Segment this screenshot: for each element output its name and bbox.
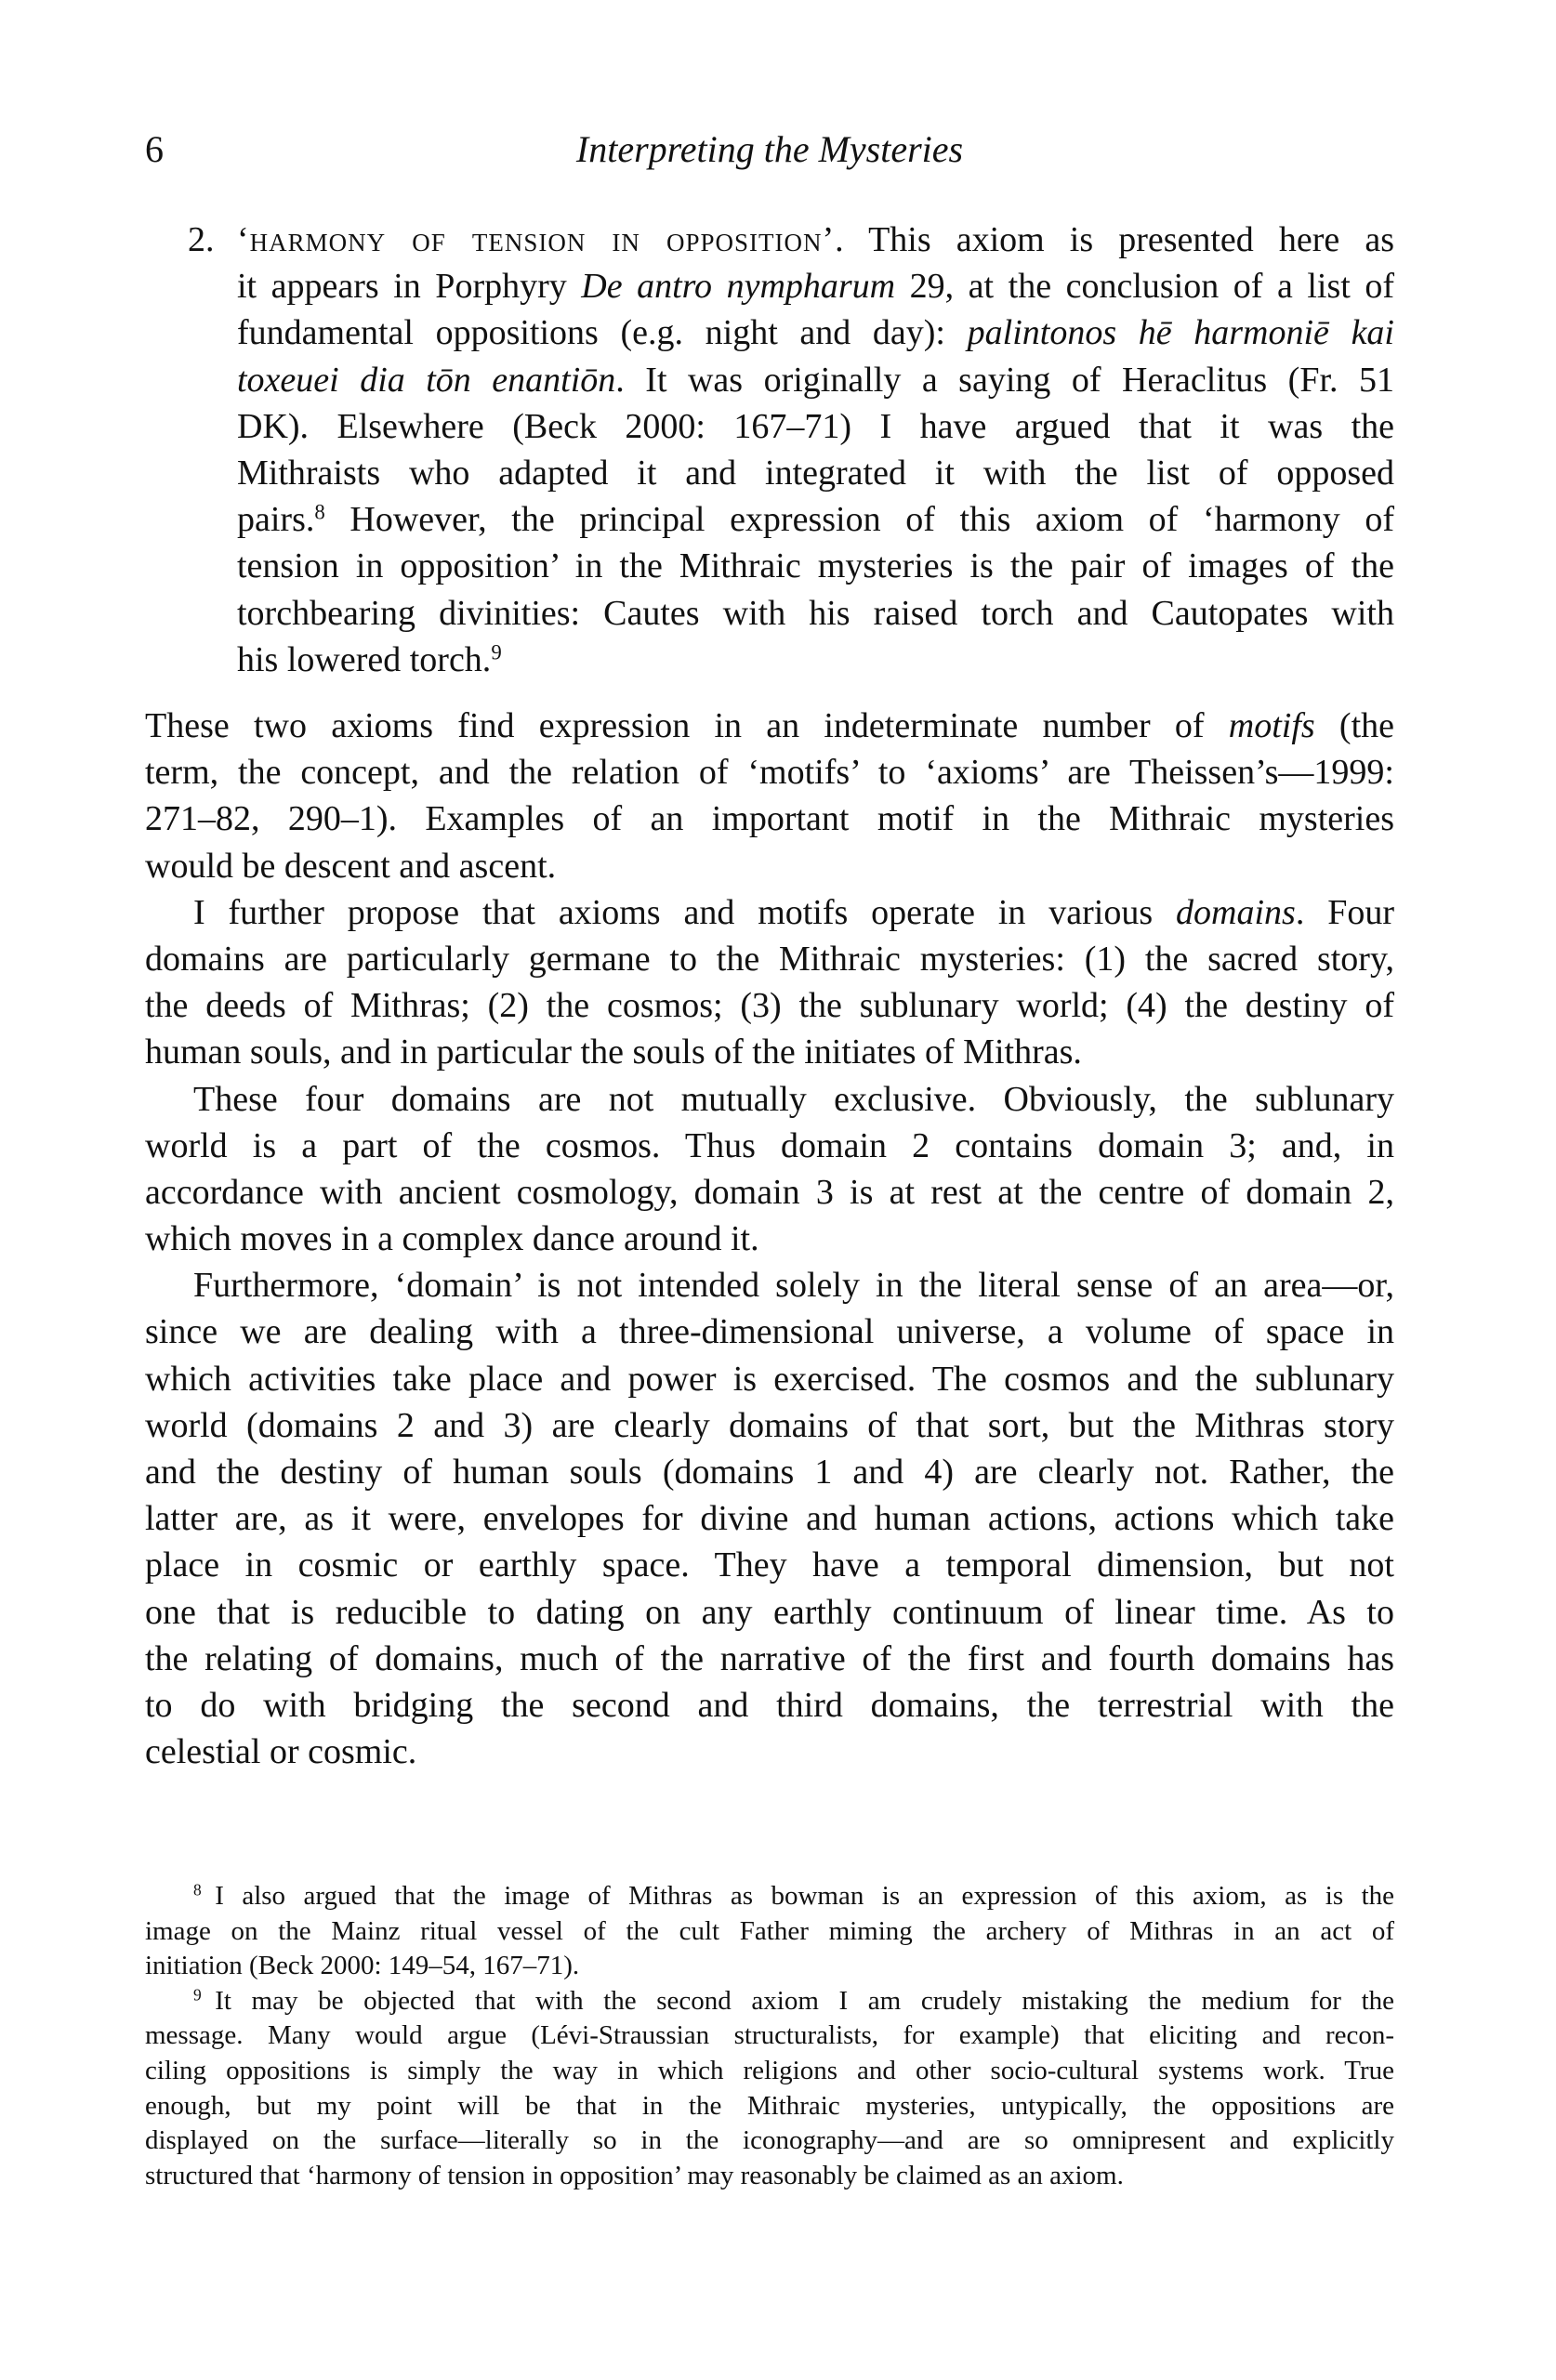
text-run: pairs. <box>237 500 315 540</box>
item-number: 2. <box>188 220 215 259</box>
footnote-number: 9 <box>193 1985 202 2005</box>
text-run: ciling oppositions is simply the way in which religions and other socio-cultural systems work. True <box>145 2055 1394 2085</box>
text-line <box>237 590 1394 637</box>
item-body <box>237 217 1394 683</box>
text-run: human souls, and in particular the souls of the initiates of Mithras. <box>145 1032 1082 1072</box>
page-number: 6 <box>145 128 164 170</box>
text-run: celestial or cosmic. <box>145 1732 417 1772</box>
text-run: 29, at the conclusion of a list of <box>895 267 1394 307</box>
text-line <box>145 1914 1394 1950</box>
text-run: message. Many would argue (Lévi-Straussian structuralists, for example) that eliciting and recon- <box>145 2020 1394 2051</box>
paragraph <box>145 703 1394 889</box>
text-line <box>145 936 1394 982</box>
text-run: DK). Elsewhere (Beck 2000: 167–71) I have argued that it was the <box>237 406 1394 446</box>
footnote-ref: 8 <box>314 500 325 524</box>
text-run: Mithraists who adapted it and integrated it with the list of opposed <box>237 453 1394 493</box>
text-run: the deeds of Mithras; (2) the cosmos; (3) the sublunary world; (4) the destiny of <box>145 986 1394 1026</box>
text-run: Furthermore, ‘domain’ is not intended solely in the literal sense of an area—or, <box>193 1266 1394 1306</box>
text-line <box>145 1449 1394 1495</box>
text-line <box>145 1029 1394 1075</box>
text-line <box>145 2124 1394 2159</box>
text-run: world (domains 2 and 3) are clearly domains of that sort, but the Mithras story <box>145 1405 1394 1445</box>
footnotes <box>145 1879 1394 2193</box>
text-run: . This axiom is presented here as <box>835 220 1395 259</box>
small-caps-heading: ‘harmony of tension in opposition’ <box>237 220 836 259</box>
text-line <box>145 1216 1394 1262</box>
text-run: accordance with ancient cosmology, domain 3 is at rest at the centre of domain 2, <box>145 1172 1394 1212</box>
text-line <box>237 543 1394 589</box>
text-run: would be descent and ascent. <box>145 846 557 886</box>
running-head <box>145 126 1394 173</box>
text-run: it appears in Porphyry <box>237 267 582 307</box>
text-run: These four domains are not mutually exclusive. Obviously, the sublunary <box>193 1079 1394 1119</box>
text-line <box>145 2054 1394 2089</box>
text-run: world is a part of the cosmos. Thus domain 2 contains domain 3; and, in <box>145 1125 1394 1165</box>
text-line <box>145 1542 1394 1588</box>
text-line <box>145 1949 1394 1984</box>
text-run: which moves in a complex dance around it. <box>145 1219 759 1259</box>
text-line <box>145 1729 1394 1775</box>
footnote-number: 8 <box>193 1880 202 1900</box>
text-run: which activities take place and power is exercised. The cosmos and the sublunary <box>145 1359 1394 1399</box>
text-run: since we are dealing with a three-dimensional universe, a volume of space in <box>145 1312 1394 1352</box>
text-run: (the <box>1314 706 1394 745</box>
text-run: displayed on the surface—literally so in the iconography—and are so omnipresent and explicitly <box>145 2125 1394 2156</box>
text-line <box>145 843 1394 889</box>
paragraph <box>145 1262 1394 1775</box>
text-line <box>145 982 1394 1029</box>
running-head-title: Interpreting the Mysteries <box>575 128 964 170</box>
text-run: one that is reducible to dating on any earthly continuum of linear time. As to <box>145 1592 1394 1632</box>
text-run: . Four <box>1295 892 1394 932</box>
italic-run: domains <box>1176 892 1296 932</box>
footnote-ref: 9 <box>491 640 502 664</box>
footnote <box>145 1879 1394 1984</box>
text-line <box>145 1682 1394 1729</box>
text-run: to do with bridging the second and third domains, the terrestrial with the <box>145 1685 1394 1725</box>
text-run: structured that ‘harmony of tension in opposition’ may reasonably be claimed as an axiom. <box>145 2160 1124 2190</box>
text-line <box>145 2089 1394 2124</box>
text-line <box>237 217 1394 263</box>
text-line <box>237 450 1394 496</box>
italic-run: palintonos hē harmoniē kai <box>967 313 1394 353</box>
text-run: I further propose that axioms and motifs operate in various <box>193 892 1177 932</box>
text-run: latter are, as it were, envelopes for divine and human actions, actions which take <box>145 1499 1394 1539</box>
text-run: his lowered torch. <box>237 639 492 679</box>
text-line <box>145 1589 1394 1636</box>
text-run: fundamental oppositions (e.g. night and day): <box>237 313 968 353</box>
text-run: place in cosmic or earthly space. They have a temporal dimension, but not <box>145 1545 1394 1585</box>
text-line <box>145 1169 1394 1216</box>
text-run: enough, but my point will be that in the Mithraic mysteries, untypically, the oppositions are <box>145 2090 1394 2121</box>
text-line <box>145 1879 1394 1914</box>
body-text <box>145 703 1394 1775</box>
text-line <box>145 1984 1394 2019</box>
text-line <box>145 2018 1394 2054</box>
text-line <box>145 1076 1394 1123</box>
text-run: image on the Mainz ritual vessel of the cult Father miming the archery of Mithras in an act of <box>145 1915 1394 1946</box>
text-line <box>145 749 1394 796</box>
text-run: torchbearing divinities: Cautes with his raised torch and Cautopates with <box>237 593 1394 633</box>
text-line <box>145 703 1394 749</box>
text-run: These two axioms find expression in an indeterminate number of <box>145 706 1229 745</box>
text-line <box>145 796 1394 842</box>
text-run: I also argued that the image of Mithras as bowman is an expression of this axiom, as is the <box>215 1881 1394 1911</box>
text-run: the relating of domains, much of the narrative of the first and fourth domains has <box>145 1638 1394 1678</box>
text-line <box>237 263 1394 309</box>
text-run: and the destiny of human souls (domains 1 and 4) are clearly not. Rather, the <box>145 1453 1394 1492</box>
text-line <box>145 1636 1394 1682</box>
text-line <box>145 1123 1394 1169</box>
text-line <box>145 1356 1394 1402</box>
text-line <box>237 637 1394 683</box>
paragraph <box>145 889 1394 1076</box>
italic-run: toxeuei dia tōn enantiōn <box>237 360 616 400</box>
text-line <box>237 403 1394 450</box>
text-run: term, the concept, and the relation of ‘motifs’ to ‘axioms’ are Theissen’s—1999: <box>145 753 1394 793</box>
italic-run: motifs <box>1228 706 1315 745</box>
text-line <box>145 889 1394 936</box>
footnote <box>145 1984 1394 2194</box>
text-run: initiation (Beck 2000: 149–54, 167–71). <box>145 1951 580 1981</box>
text-line <box>145 1495 1394 1542</box>
text-line <box>145 2159 1394 2194</box>
text-run: domains are particularly germane to the Mithraic mysteries: (1) the sacred story, <box>145 939 1394 979</box>
text-run: However, the principal expression of this axiom of ‘harmony of <box>324 500 1394 540</box>
text-line <box>237 309 1394 356</box>
italic-run: De antro nympharum <box>581 267 896 307</box>
text-line <box>237 496 1394 543</box>
text-run: It may be objected that with the second axiom I am crudely mistaking the medium for the <box>215 1985 1394 2016</box>
text-line <box>145 1262 1394 1308</box>
text-run: tension in opposition’ in the Mithraic mysteries is the pair of images of the <box>237 546 1394 586</box>
text-run: . It was originally a saying of Heraclitus (Fr. 51 <box>615 360 1395 400</box>
paragraph <box>145 1076 1394 1263</box>
text-line <box>145 1402 1394 1449</box>
text-line <box>237 357 1394 403</box>
text-run: 271–82, 290–1). Examples of an important motif in the Mithraic mysteries <box>145 799 1394 839</box>
text-line <box>145 1308 1394 1355</box>
